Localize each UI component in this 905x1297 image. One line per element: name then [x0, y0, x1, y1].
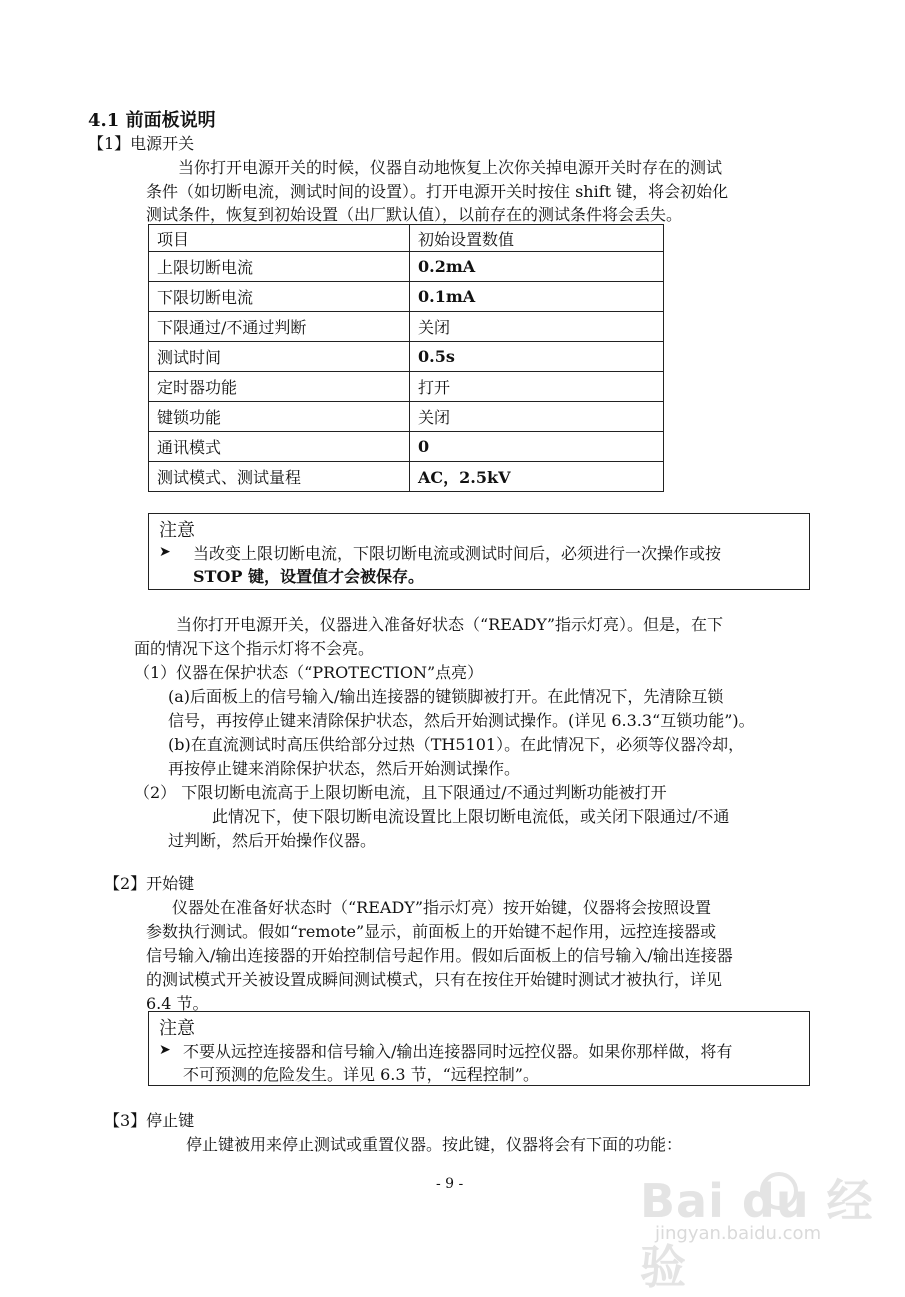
table-row: [149, 252, 664, 282]
arrow-bullet-icon: ➤: [159, 1042, 171, 1058]
table-cell-value: 打开: [410, 372, 664, 402]
note-line-1: 不要从远控连接器和信号输入/输出连接器同时远控仪器。如果你那样做，将有: [183, 1042, 733, 1061]
start-para-line-4: 的测试模式开关被设置成瞬间测试模式，只有在按住开始键时测试才被执行，详见: [146, 970, 723, 989]
heading-start-key: 【2】开始键: [104, 874, 195, 893]
table-row: [149, 462, 664, 492]
heading-power-switch: 【1】电源开关: [88, 134, 195, 153]
initial-settings-table: [148, 224, 664, 492]
table-cell-value: 关闭: [410, 312, 664, 342]
start-para-line-2: 参数执行测试。假如“remote”显示，前面板上的开始键不起作用，远控连接器或: [146, 922, 717, 941]
note-line-2: STOP 键，设置值才会被保存。: [193, 567, 425, 586]
case-2-title: （2） 下限切断电流高于上限切断电流，且下限通过/不通过判断功能被打开: [134, 783, 667, 802]
table-header-value: 初始设置数值: [410, 225, 664, 252]
table-cell-value: 关闭: [410, 402, 664, 432]
case-1-b-line-1: (b)在直流测试时高压供给部分过热（TH5101）。在此情况下，必须等仪器冷却，: [168, 735, 745, 754]
paw-icon: [760, 1172, 798, 1210]
table-cell-item: 下限切断电流: [149, 282, 410, 312]
table-cell-item: 定时器功能: [149, 372, 410, 402]
table-cell-item: 下限通过/不通过判断: [149, 312, 410, 342]
watermark-url: jingyan.baidu.com: [655, 1223, 822, 1244]
note-title: 注意: [159, 1018, 195, 1039]
start-para-line-3: 信号输入/输出连接器的开始控制信号起作用。假如后面板上的信号输入/输出连接器: [146, 946, 733, 965]
table-cell-value: 0.2mA: [410, 252, 664, 282]
section-title: 4.1 前面板说明: [88, 110, 216, 131]
table-header-item: 项目: [149, 225, 410, 252]
table-row: [149, 342, 664, 372]
note-line-1: 当改变上限切断电流，下限切断电流或测试时间后，必须进行一次操作或按: [193, 544, 722, 563]
table-cell-value: AC，2.5kV: [410, 462, 664, 492]
baidu-watermark-logo: Bai du 经验: [640, 1174, 874, 1294]
note-line-2: 不可预测的危险发生。详见 6.3 节，“远程控制”。: [183, 1065, 539, 1084]
table-cell-value: 0.1mA: [410, 282, 664, 312]
power-para-line-2: 条件（如切断电流，测试时间的设置）。打开电源开关时按住 shift 键，将会初始化: [146, 182, 729, 201]
heading-stop-key: 【3】停止键: [104, 1111, 195, 1130]
table-row: [149, 312, 664, 342]
case-1-title: （1）仪器在保护状态（“PROTECTION”点亮）: [134, 663, 484, 682]
stop-para: 停止键被用来停止测试或重置仪器。按此键，仪器将会有下面的功能：: [186, 1135, 683, 1154]
table-cell-item: 测试模式、测试量程: [149, 462, 410, 492]
ready-para-line-1: 当你打开电源开关，仪器进入准备好状态（“READY”指示灯亮）。但是，在下: [176, 615, 724, 634]
note-title: 注意: [159, 520, 195, 541]
power-para-line-3: 测试条件，恢复到初始设置（出厂默认值），以前存在的测试条件将会丢失。: [146, 205, 683, 224]
note-box-2: [148, 1011, 810, 1086]
table-row: [149, 282, 664, 312]
start-para-line-5: 6.4 节。: [146, 994, 209, 1013]
table-cell-item: 测试时间: [149, 342, 410, 372]
table-cell-item: 上限切断电流: [149, 252, 410, 282]
case-2-line-1: 此情况下，使下限切断电流设置比上限切断电流低，或关闭下限通过/不通: [212, 807, 730, 826]
ready-para-line-2: 面的情况下这个指示灯将不会亮。: [134, 639, 375, 658]
power-para-line-1: 当你打开电源开关的时候，仪器自动地恢复上次你关掉电源开关时存在的测试: [178, 158, 723, 177]
case-1-b-line-2: 再按停止键来消除保护状态，然后开始测试操作。: [168, 759, 521, 778]
page-number: - 9 -: [436, 1176, 464, 1192]
table-cell-item: 键锁功能: [149, 402, 410, 432]
table-row: [149, 402, 664, 432]
case-2-line-2: 过判断，然后开始操作仪器。: [168, 831, 377, 850]
table-row: [149, 372, 664, 402]
table-header-row: [149, 225, 664, 252]
table-cell-value: 0: [410, 432, 664, 462]
arrow-bullet-icon: ➤: [159, 544, 171, 560]
table-cell-item: 通讯模式: [149, 432, 410, 462]
case-1-a-line-1: (a)后面板上的信号输入/输出连接器的键锁脚被打开。在此情况下，先清除互锁: [168, 687, 724, 706]
table-row: [149, 432, 664, 462]
start-para-line-1: 仪器处在准备好状态时（“READY”指示灯亮）按开始键，仪器将会按照设置: [172, 898, 712, 917]
table-cell-value: 0.5s: [410, 342, 664, 372]
note-box-1: [148, 513, 810, 590]
case-1-a-line-2: 信号，再按停止键来清除保护状态，然后开始测试操作。(详见 6.3.3“互锁功能”)。: [168, 711, 755, 730]
